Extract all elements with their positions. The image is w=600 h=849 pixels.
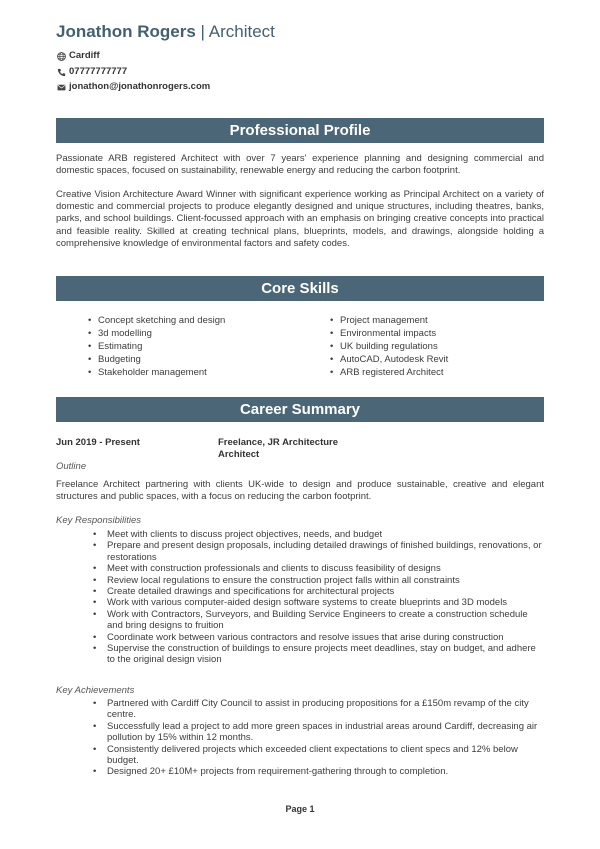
list-item: • Create detailed drawings and specifications for architectural projects [92,586,544,597]
candidate-job-title: Architect [208,22,275,41]
list-item: • Review local regulations to ensure the construction project falls within all constraints [92,575,544,586]
phone-icon [57,68,66,77]
list-item: • Prepare and present design proposals, including detailed drawings of finished buildings, renovations, or restorations [92,540,544,563]
list-item: • UK building regulations [330,340,448,353]
skills-list-left [88,314,225,379]
list-item: • Consistently delivered projects which exceeded client expectations to client specs and 12% below budget. [92,744,544,767]
list-item: • Budgeting [88,353,225,366]
job-date-range: Jun 2019 - Present [56,437,140,448]
responsibilities-list [92,529,544,666]
contact-location [57,50,100,62]
email-text[interactable]: jonathon@jonathonrogers.com [69,81,211,92]
name-separator: | [200,22,205,41]
phone-text: 07777777777 [69,66,128,77]
section-heading-profile: Professional Profile [56,118,544,143]
section-heading-career: Career Summary [56,397,544,422]
job-role: Freelance, JR Architecture Architect [218,437,339,460]
profile-paragraph-1: Passionate ARB registered Architect with over 7 years' experience planning and designing commercial and domestic spaces, focused on sustainability, renewable energy and reducing the carbon footprint. [56,153,544,177]
profile-paragraph-2: Creative Vision Architecture Award Winner with significant experience working as Principal Architect on a variety of domestic and commercial projects to produce elegantly designed and unique structures, including theatres, banks, parks, and school buildings. Client-focussed approach with an emphasis on bringing creative concepts into practical and feasible reality. Skilled at creating technical plans, blueprints, models, and drawings, alongside holding a comprehensive knowledge of environmental factors and safety codes. [56,189,544,249]
list-item: • Work with Contractors, Surveyors, and Building Service Engineers to create a construction schedule and bring designs to fruition [92,609,544,632]
header-name-line [56,21,275,43]
achievements-list [92,698,544,778]
envelope-icon [57,83,66,92]
list-item: • ARB registered Architect [330,366,448,379]
contact-phone [57,66,127,78]
location-text: Cardiff [69,50,100,61]
list-item: • Supervise the construction of buildings to ensure projects meet deadlines, stay on budget, and adhere to the original design vision [92,643,544,666]
list-item: • Successfully lead a project to add more green spaces in industrial areas around Cardiff, decreasing air pollution by 15% within 12 months. [92,721,544,744]
contact-email [57,81,210,93]
list-item: • Meet with construction professionals and clients to discuss feasibility of designs [92,563,544,574]
list-item: • Stakeholder management [88,366,225,379]
globe-icon [57,52,66,61]
achievements-label: Key Achievements [56,685,135,696]
responsibilities-label: Key Responsibilities [56,515,142,526]
list-item: • Concept sketching and design [88,314,225,327]
list-item: • 3d modelling [88,327,225,340]
section-heading-skills: Core Skills [56,276,544,301]
list-item: • Partnered with Cardiff City Council to assist in producing propositions for a £150m revamp of the city centre. [92,698,544,721]
outline-label: Outline [56,461,87,472]
outline-paragraph: Freelance Architect partnering with clients UK-wide to design and produce sustainable, creative and elegant structures and public spaces, with a focus on reducing the carbon footprint. [56,479,544,503]
list-item: • Environmental impacts [330,327,448,340]
skills-list-right [330,314,448,379]
list-item: • Meet with clients to discuss project objectives, needs, and budget [92,529,544,540]
list-item: • Work with various computer-aided design software systems to create blueprints and 3D models [92,597,544,608]
list-item: • Estimating [88,340,225,353]
page-number: Page 1 [285,804,315,814]
list-item: • AutoCAD, Autodesk Revit [330,353,448,366]
candidate-name: Jonathon Rogers [56,22,196,41]
list-item: • Designed 20+ £10M+ projects from requirement-gathering through to completion. [92,766,544,777]
list-item: • Coordinate work between various contractors and resolve issues that arise during construction [92,632,544,643]
list-item: • Project management [330,314,448,327]
